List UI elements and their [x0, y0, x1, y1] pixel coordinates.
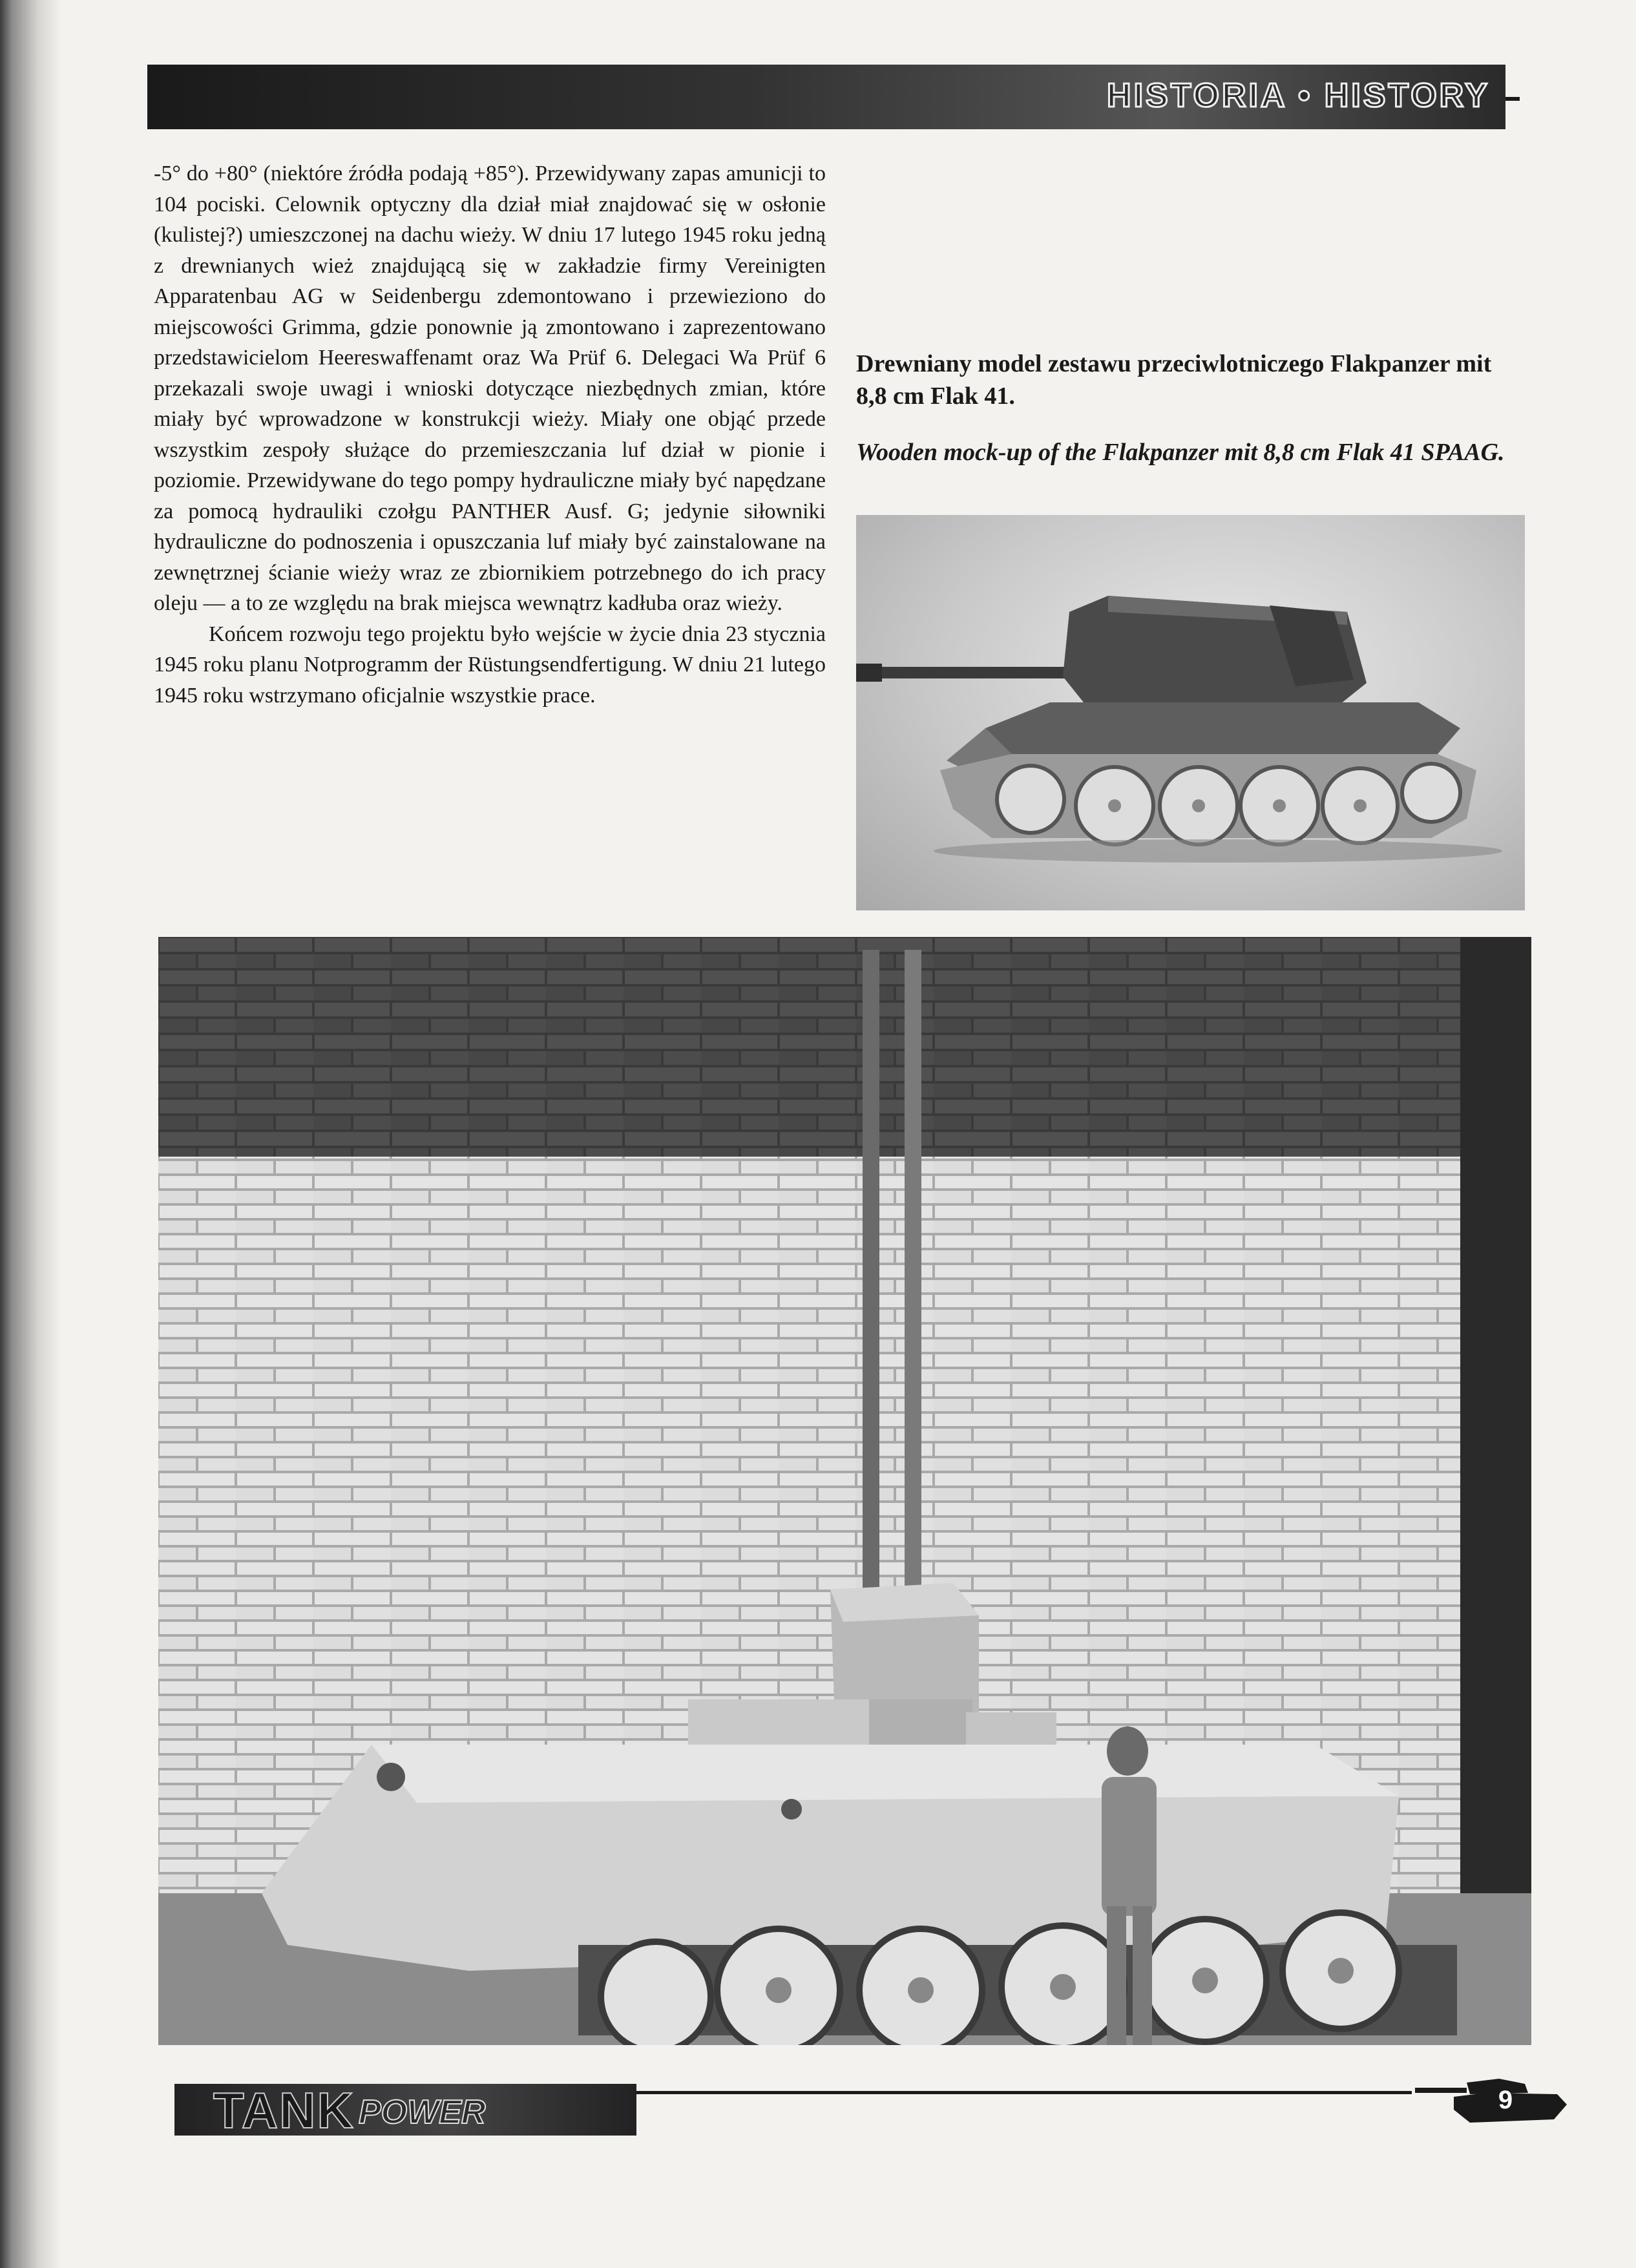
book-spine-shadow	[0, 0, 61, 2268]
photo-caption-polish: Drewniany model zestawu przeciwlotniczego Flakpanzer mit 8,8 cm Flak 41.	[856, 350, 1492, 410]
prototype-photo	[158, 937, 1531, 2045]
section-header-bar	[147, 65, 1505, 129]
article-paragraph-1: -5° do +80° (niektóre źródła podają +85°). Przewidywany zapas amunicji to 104 pociski. Celownik optyczny dla dział miał znajdować się w osłonie (kulistej?) umieszczonej na dachu wieży. W dniu 17 lutego 1945 roku jedną z drewnianych wież znajdującą się w zakładzie firmy Vereinigten Apparatenbau AG w Seidenbergu zdemontowano i przewieziono do miejscowości Grimma, gdzie ponownie ją zmontowano i zaprezentowano przedstawicielom Heereswaffenamt oraz Wa Prüf 6. Delegaci Wa Prüf 6 przekazali swoje uwagi i wnioski dotyczące niezbędnych zmian, które miały być wprowadzone w konstrukcji wieży. Miały one objąć przede wszystkim zespoły służące do przemieszczania luf dział w pionie i poziomie. Przewidywane do tego pompy hydrauliczne miały być napędzane za pomocą hydrauliki czołgu PANTHER Ausf. G; jedynie siłowniki hydrauliczne do podnoszenia i opuszczania luf miały być zainstalowane na zewnętrznej ścianie wieży wraz ze zbiornikiem potrzebnego do ich pracy oleju — a to ze względu na brak miejsca wewnątrz kadłuba oraz wieży.	[154, 162, 826, 615]
page-number: 9	[1498, 2086, 1513, 2114]
photo-caption-english: Wooden mock-up of the Flakpanzer mit 8,8 cm Flak 41 SPAAG.	[856, 439, 1505, 466]
section-title: HISTORIA • HISTORY	[1107, 77, 1490, 114]
article-paragraph-2: Końcem rozwoju tego projektu było wejście w życie dnia 23 stycznia 1945 roku planu Notprogramm der Rüstungsendfertigung. W dniu 21 lutego 1945 roku wstrzymano oficjalnie wszystkie prace.	[154, 622, 826, 708]
logo-power-text: POWER	[359, 2094, 486, 2131]
prototype-illustration	[158, 937, 1531, 2045]
wooden-mockup-illustration	[856, 515, 1525, 910]
article-body	[154, 158, 826, 711]
tankpower-logo	[174, 2082, 636, 2139]
footer-rule	[636, 2091, 1412, 2094]
logo-tank-text: TANK	[213, 2082, 355, 2139]
wooden-mockup-photo	[856, 515, 1525, 910]
header-rule-tick	[1505, 97, 1520, 101]
